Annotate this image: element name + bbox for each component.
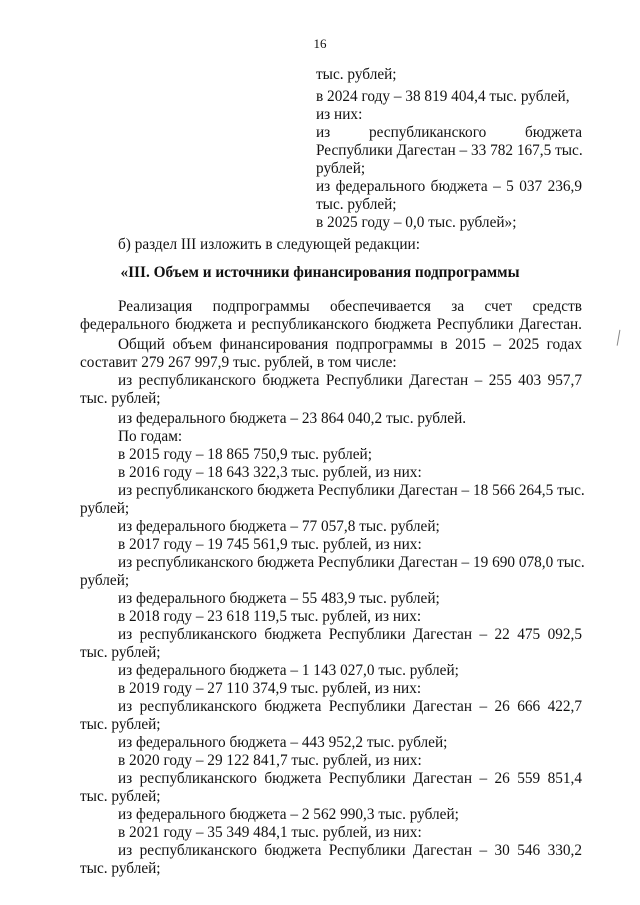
text-line: рублей; [80,572,130,589]
text-line: тыс. рублей; [316,66,397,83]
text-line: федерального бюджета и республиканского бюджета Республики Дагестан. [80,316,582,333]
text-line: в 2020 году – 29 122 841,7 тыс. рублей, из них: [118,752,422,769]
section-heading: «III. Объем и источники финансирования подпрограммы [120,264,520,281]
text-line: рублей; [80,500,130,517]
text-line: в 2018 году – 23 618 119,5 тыс. рублей, из них: [118,608,422,625]
text-line: из республиканского бюджета [316,124,582,141]
text-line: из республиканского бюджета Республики Дагестан – 30 546 330,2 [118,842,582,859]
text-line: из них: [316,106,363,123]
text-line: Общий объем финансирования подпрограммы в 2015 – 2025 годах [118,336,582,353]
text-line: из республиканского бюджета Республики Дагестан – 255 403 957,7 [118,372,582,389]
text-line: Республики Дагестан – 33 782 167,5 тыс. [316,142,583,159]
text-line: в 2017 году – 19 745 561,9 тыс. рублей, из них: [118,536,422,553]
text-line: в 2019 году – 27 110 374,9 тыс. рублей, из них: [118,680,422,697]
text-line: тыс. рублей; [80,644,161,661]
text-line: Реализация подпрограммы обеспечивается за счет средств [118,298,582,315]
text-line: в 2021 году – 35 349 484,1 тыс. рублей, из них: [118,824,422,841]
page-number: 16 [313,36,327,51]
text-line: из федерального бюджета – 1 143 027,0 тыс. рублей; [118,662,459,679]
text-line: из республиканского бюджета Республики Дагестан – 19 690 078,0 тыс. [118,554,585,571]
text-line: из федерального бюджета – 443 952,2 тыс. рублей; [118,734,448,751]
instruction-line: б) раздел III изложить в следующей редакции: [118,236,420,253]
text-line: в 2015 году – 18 865 750,9 тыс. рублей; [118,446,372,463]
text-line: тыс. рублей; [80,716,161,733]
text-line: в 2016 году – 18 643 322,3 тыс. рублей, из них: [118,464,422,481]
text-line: тыс. рублей; [80,390,161,407]
text-line: из республиканского бюджета Республики Дагестан – 26 559 851,4 [118,770,582,787]
margin-mark [617,330,624,346]
text-line: тыс. рублей; [316,196,397,213]
text-line: в 2025 году – 0,0 тыс. рублей»; [316,214,517,231]
text-line: из федерального бюджета – 5 037 236,9 [316,178,582,195]
text-line: из республиканского бюджета Республики Дагестан – 18 566 264,5 тыс. [118,482,585,499]
text-line: По годам: [118,428,183,445]
text-line: рублей; [316,160,366,177]
text-line: из федерального бюджета – 2 562 990,3 тыс. рублей; [118,806,459,823]
text-line: тыс. рублей; [80,788,161,805]
text-line: составит 279 267 997,9 тыс. рублей, в том числе: [80,354,397,371]
text-line: из республиканского бюджета Республики Дагестан – 22 475 092,5 [118,626,582,643]
text-line: из федерального бюджета – 77 057,8 тыс. рублей; [118,518,440,535]
text-line: в 2024 году – 38 819 404,4 тыс. рублей, [316,88,570,105]
text-line: тыс. рублей; [80,860,161,877]
text-line: из федерального бюджета – 23 864 040,2 тыс. рублей. [118,410,467,427]
text-line: из республиканского бюджета Республики Дагестан – 26 666 422,7 [118,698,582,715]
text-line: из федерального бюджета – 55 483,9 тыс. рублей; [118,590,440,607]
